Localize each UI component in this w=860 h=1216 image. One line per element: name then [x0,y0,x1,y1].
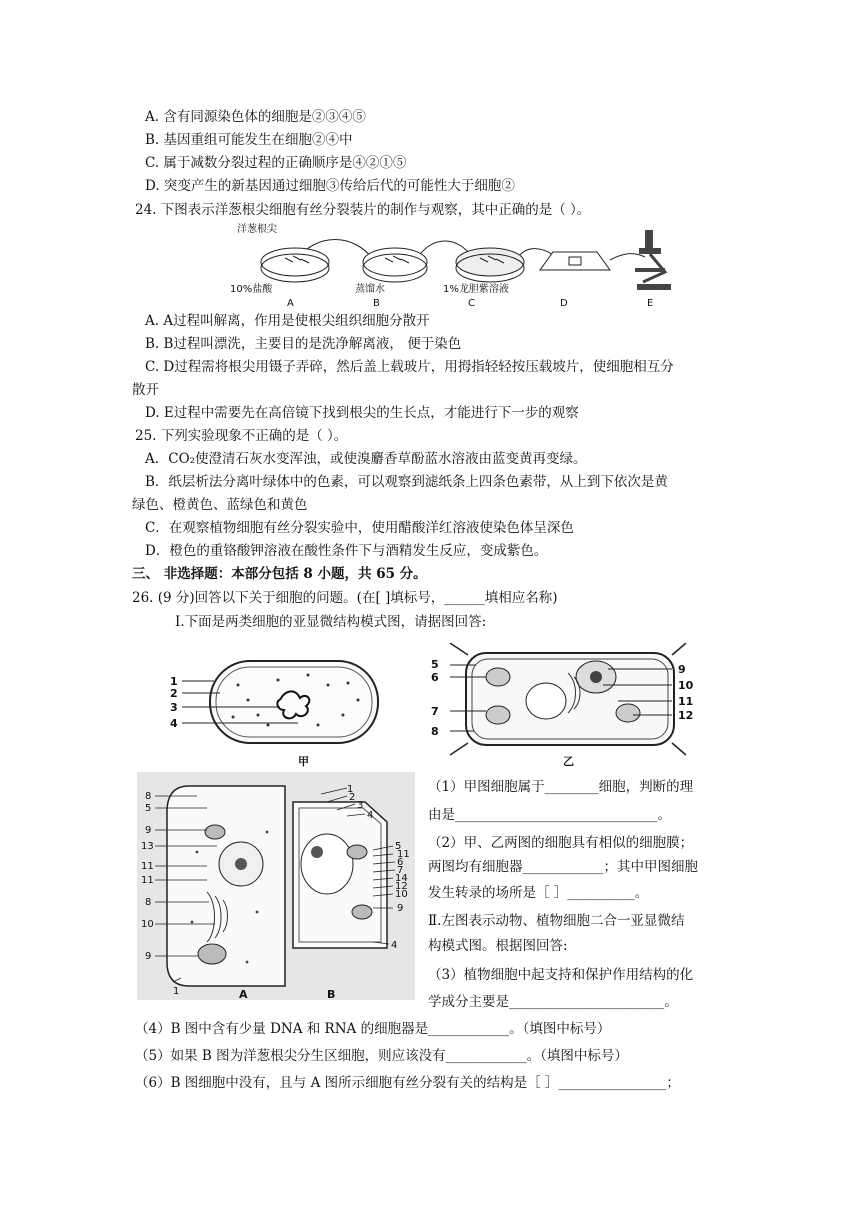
q26-sub-6: （6）B 图细胞中没有，且与 A 图所示细胞有丝分裂有关的结构是［ ］________________； [135,1075,680,1091]
q26-right-line-1: （1）甲图细胞属于________细胞，判断的理 [428,779,694,795]
yi-caption: 乙 [563,755,574,768]
step-letter-c: C [468,298,475,309]
q26-sub-4: （4）B 图中含有少量 DNA 和 RNA 的细胞器是____________。（填图中标号） [135,1021,611,1037]
b-label-8: 7 [397,865,404,876]
q25-option-d: D．橙色的重铬酸钾溶液在酸性条件下与酒精发生反应，变成紫色。 [145,543,548,559]
q23-option-b: B. 基因重组可能发生在细胞②④中 [145,132,353,148]
q25-option-b: B．纸层析法分离叶绿体中的色素，可以观察到滤纸条上四条色素带，从上到下依次是黄 [145,474,668,490]
a-label-9: 9 [145,951,152,962]
section-3-heading: 三、 非选择题：本部分包括 8 小题，共 65 分。 [132,566,427,582]
q26-right-line-4: 两图均有细胞器____________；其中甲图细胞 [428,859,698,875]
b-label-10: 12 [395,881,408,892]
q24-option-a: A. A过程叫解离，作用是使根尖组织细胞分散开 [145,313,430,329]
step-letter-a: A [287,298,294,309]
a-label-2: 5 [145,803,152,814]
q26-right-line-6: Ⅱ.左图表示动物、植物细胞二合一亚显微结 [428,913,685,929]
q24-option-d: D. E过程中需要先在高倍镜下找到根尖的生长点，才能进行下一步的观察 [145,405,579,421]
q25-option-a: A．CO₂使澄清石灰水变浑浊，或使溴麝香草酚蓝水溶液由蓝变黄再变绿。 [145,451,587,467]
onion-root-tip-procedure-figure [225,222,685,310]
a-label-4: 13 [141,841,154,852]
yi-label-10: 10 [678,679,694,692]
yi-label-8: 8 [431,725,439,738]
q24-option-c: C. D过程需将根尖用镊子弄碎，然后盖上载玻片，用拇指轻轻按压载坡片，使细胞相互分 [145,359,674,375]
q26-right-line-2: 由是______________________________。 [428,807,671,823]
b-label-1: 1 [347,784,354,795]
b-label-2: 2 [349,792,356,803]
q23-option-c: C. 属于减数分裂过程的正确顺序是④②①⑤ [145,155,407,171]
a-label-10: 1 [173,986,180,997]
b-label-6: 11 [397,849,410,860]
jia-label-3: 3 [170,701,178,714]
q24-option-b: B. B过程叫漂洗，主要目的是洗净解离液， 便于染色 [145,336,462,352]
cell-figure-ab [137,772,415,1000]
figure-top-label: 洋葱根尖 [237,224,277,235]
jia-caption: 甲 [298,755,309,767]
q26-right-line-8: （3）植物细胞中起支持和保护作用结构的化 [428,967,694,983]
q26-right-line-5: 发生转录的场所是［ ］__________。 [428,885,649,901]
q24-stem: 24. 下图表示洋葱根尖细胞有丝分裂装片的制作与观察，其中正确的是（ ）。 [135,202,591,218]
a-label-5: 11 [141,861,154,872]
step-letter-d: D [560,298,568,309]
b-label-12: 9 [397,903,404,914]
dish-label-c: 1%龙胆紫溶液 [443,284,509,295]
jia-label-4: 4 [170,717,178,730]
yi-label-5: 5 [431,658,439,671]
b-label-4: 4 [367,810,374,821]
b-label-7: 6 [397,857,404,868]
dish-label-b: 蒸馏水 [355,284,385,295]
b-label-11: 10 [395,889,408,900]
q25-stem: 25. 下列实验现象不正确的是（ ）。 [135,428,348,444]
a-label-3: 9 [145,825,152,836]
a-label-6: 11 [141,875,154,886]
dish-label-a: 10%盐酸 [230,284,273,295]
a-label-8: 10 [141,919,154,930]
cell-figure-yi [428,643,708,768]
q26-sub-5: （5）如果 B 图为洋葱根尖分生区细胞，则应该没有____________。（填图中标号） [135,1048,628,1064]
cell-figure-jia [168,655,388,767]
yi-label-11: 11 [678,695,694,708]
step-letter-b: B [373,298,380,309]
q26-right-line-7: 构模式图。根据图回答: [428,938,568,954]
q23-option-a: A. 含有同源染色体的细胞是②③④⑤ [145,109,366,125]
b-caption: B [327,988,336,1000]
yi-label-7: 7 [431,705,439,718]
jia-label-1: 1 [170,675,178,688]
step-letter-e: E [647,298,654,309]
q26-part1-intro: Ⅰ.下面是两类细胞的亚显微结构模式图，请据图回答: [175,614,487,630]
b-label-13: 4 [391,940,398,951]
q26-stem: 26. (9 分)回答以下关于细胞的问题。(在[ ]填标号，______填相应名称) [132,590,558,606]
q23-option-d: D. 突变产生的新基因通过细胞③传给后代的可能性大于细胞② [145,178,515,194]
b-label-3: 3 [357,800,364,811]
q26-right-line-9: 学成分主要是_______________________。 [428,994,678,1010]
q25-option-b-continued: 绿色、橙黄色、蓝绿色和黄色 [132,497,308,513]
q24-option-c-continued: 散开 [132,382,159,398]
yi-label-6: 6 [431,671,439,684]
yi-label-9: 9 [678,663,686,676]
a-label-7: 8 [145,897,152,908]
yi-label-12: 12 [678,709,694,722]
jia-label-2: 2 [170,687,178,700]
q26-right-line-3: （2）甲、乙两图的细胞具有相似的细胞膜； [428,835,694,851]
b-label-9: 14 [395,873,408,884]
a-caption: A [239,988,248,1000]
a-label-1: 8 [145,791,152,802]
q25-option-c: C．在观察植物细胞有丝分裂实验中，使用醋酸洋红溶液使染色体呈深色 [145,520,574,536]
b-label-5: 5 [395,841,402,852]
